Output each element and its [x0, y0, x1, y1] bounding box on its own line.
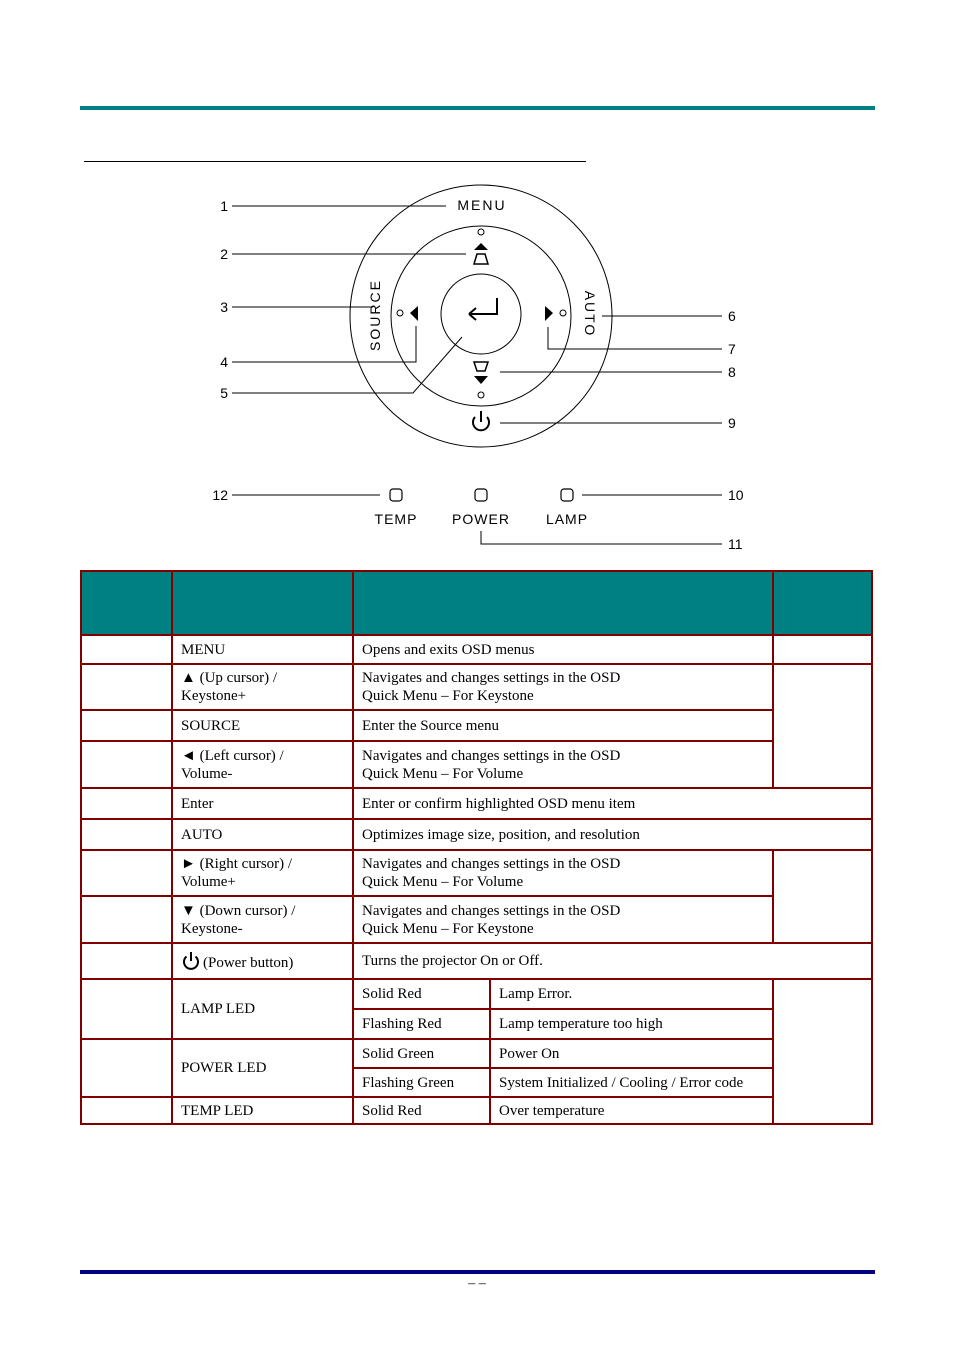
row-number-cell [81, 664, 172, 710]
table-row [81, 896, 872, 943]
row-number-cell [81, 1039, 172, 1097]
row-description-cell: Enter the Source menu [353, 710, 773, 741]
row-description-cell: Optimizes image size, position, and resolution [353, 819, 872, 850]
down-indicator-dot [478, 392, 484, 398]
table-row [81, 635, 872, 664]
lamp-led [561, 489, 573, 501]
row-description-cell: Navigates and changes settings in the OSD Quick Menu – For Keystone [353, 664, 773, 710]
header-cell-see-page [773, 571, 872, 635]
table-row [81, 788, 872, 819]
led-state-cell: Flashing Red [353, 1009, 490, 1039]
table-row [81, 850, 872, 896]
keystone-down-icon [474, 362, 488, 371]
led-state-cell: Flashing Green [353, 1068, 490, 1097]
row-number-cell [81, 635, 172, 664]
callout-7: 7 [728, 341, 736, 357]
row-description-cell: Navigates and changes settings in the OSD Quick Menu – For Keystone [353, 896, 773, 943]
row-description-cell: Turns the projector On or Off. [353, 943, 872, 979]
temp-led [390, 489, 402, 501]
row-page-cell [773, 979, 872, 1124]
callout-1: 1 [220, 198, 228, 214]
row-name-cell: TEMP LED [172, 1097, 353, 1124]
table-row [81, 1097, 872, 1124]
row-name-cell: POWER LED [172, 1039, 353, 1097]
header-cell-no [81, 571, 172, 635]
table-row [81, 710, 872, 741]
led-meaning-cell: Lamp Error. [490, 979, 773, 1009]
left-arrow-icon [410, 306, 418, 321]
led-meaning-cell: Power On [490, 1039, 773, 1068]
right-arrow-icon [545, 306, 553, 321]
row-name-cell: AUTO [172, 819, 353, 850]
led-state-cell: Solid Red [353, 979, 490, 1009]
row-name-cell: MENU [172, 635, 353, 664]
row-page-cell [773, 635, 872, 664]
table-row [81, 664, 872, 710]
row-number-cell [81, 943, 172, 979]
callout-4: 4 [220, 354, 228, 370]
row-name-cell: ▲ (Up cursor) / Keystone+ [172, 664, 353, 710]
control-panel-diagram [0, 0, 954, 560]
source-label: SOURCE [367, 279, 383, 351]
table-row [81, 819, 872, 850]
table-header-row [81, 571, 872, 635]
row-description-cell: Opens and exits OSD menus [353, 635, 773, 664]
led-state-cell: Solid Red [353, 1097, 490, 1124]
control-panel-table [80, 570, 873, 1125]
callout-10: 10 [728, 487, 744, 503]
table-row [81, 1039, 872, 1068]
outer-ring [350, 185, 612, 447]
led-meaning-cell: Over temperature [490, 1097, 773, 1124]
right-indicator-dot [560, 310, 566, 316]
up-arrow-icon [474, 243, 488, 250]
row-number-cell [81, 710, 172, 741]
row-name-cell: (Power button) [172, 943, 353, 979]
row-name-cell: ▼ (Down cursor) / Keystone- [172, 896, 353, 943]
row-number-cell [81, 896, 172, 943]
row-name-cell: LAMP LED [172, 979, 353, 1039]
menu-label: MENU [457, 197, 507, 213]
power-icon [181, 951, 201, 971]
lamp-led-label: LAMP [545, 511, 589, 527]
row-number-cell [81, 850, 172, 896]
callout-3: 3 [220, 299, 228, 315]
table-row [81, 741, 872, 788]
row-number-cell [81, 788, 172, 819]
row-name-cell: Enter [172, 788, 353, 819]
row-description-cell: Navigates and changes settings in the OSD Quick Menu – For Volume [353, 741, 773, 788]
table-row [81, 979, 872, 1009]
header-cell-description [353, 571, 773, 635]
temp-led-label: TEMP [374, 511, 418, 527]
footer-rule [80, 1270, 875, 1274]
row-name-cell: ◄ (Left cursor) / Volume- [172, 741, 353, 788]
down-arrow-icon [474, 376, 488, 384]
keystone-up-icon [474, 254, 488, 264]
header-cell-name [172, 571, 353, 635]
row-description-cell: Navigates and changes settings in the OSD Quick Menu – For Volume [353, 850, 773, 896]
power-led-label: POWER [452, 511, 510, 527]
callout-8: 8 [728, 364, 736, 380]
enter-icon [469, 298, 497, 320]
row-description-cell: Enter or confirm highlighted OSD menu item [353, 788, 872, 819]
callout-11: 11 [728, 536, 743, 552]
row-number-cell [81, 1097, 172, 1124]
callout-9: 9 [728, 415, 736, 431]
callout-12: 12 [212, 487, 228, 503]
row-number-cell [81, 741, 172, 788]
page-number: – – [468, 1276, 486, 1291]
left-indicator-dot [397, 310, 403, 316]
row-number-cell [81, 819, 172, 850]
led-meaning-cell: System Initialized / Cooling / Error code [490, 1068, 773, 1097]
row-page-cell [773, 850, 872, 943]
auto-label: AUTO [582, 290, 598, 338]
row-name-cell: SOURCE [172, 710, 353, 741]
row-page-cell [773, 664, 872, 788]
row-number-cell [81, 979, 172, 1039]
row-name-cell: ► (Right cursor) / Volume+ [172, 850, 353, 896]
power-icon [473, 411, 489, 430]
led-state-cell: Solid Green [353, 1039, 490, 1068]
up-indicator-dot [478, 229, 484, 235]
power-led [475, 489, 487, 501]
callout-6: 6 [728, 308, 736, 324]
led-meaning-cell: Lamp temperature too high [490, 1009, 773, 1039]
callout-5: 5 [220, 385, 228, 401]
callout-2: 2 [220, 246, 228, 262]
table-row [81, 943, 872, 979]
